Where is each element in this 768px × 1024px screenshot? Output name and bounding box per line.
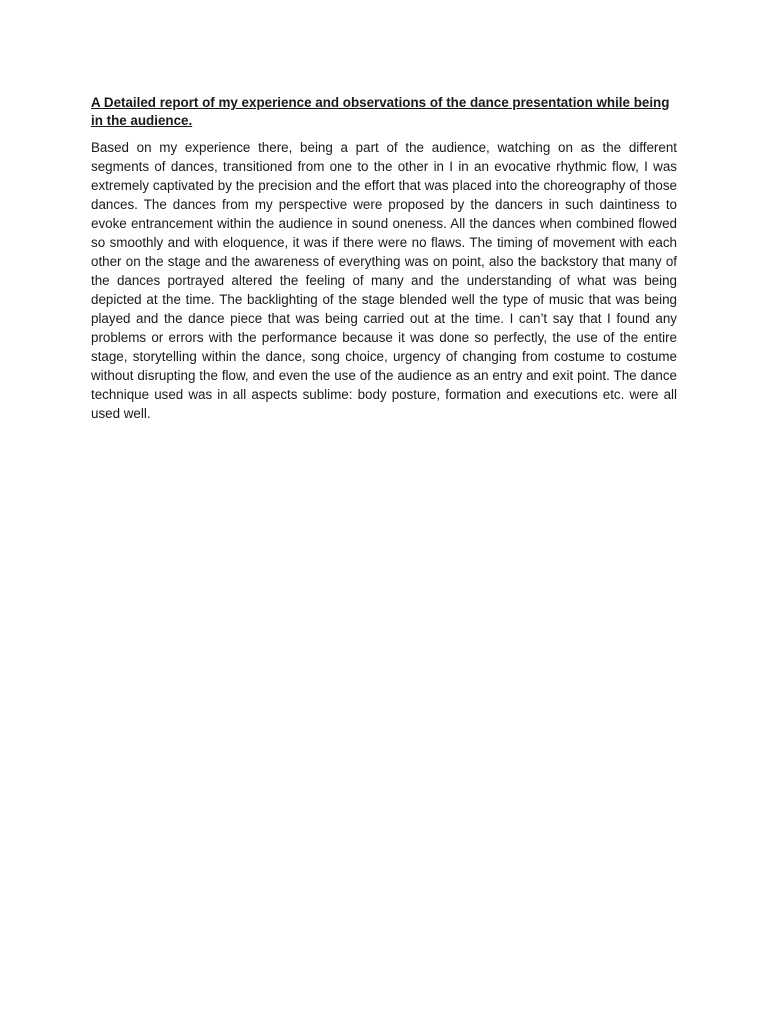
document-content xyxy=(91,94,677,423)
document-title: A Detailed report of my experience and observations of the dance presentation while being in the audience. xyxy=(91,95,670,128)
document-body-paragraph: Based on my experience there, being a part of the audience, watching on as the different segments of dances, transitioned from one to the other in I in an evocative rhythmic flow, I was extremely captivated by the precision and the effort that was placed into the choreography of those dances. The dances from my perspective were proposed by the dancers in such daintiness to evoke entrancement within the audience in sound oneness. All the dances when combined flowed so smoothly and with eloquence, it was if there were no flaws. The timing of movement with each other on the stage and the awareness of everything was on point, also the backstory that many of the dances portrayed altered the feeling of many and the understanding of what was being depicted at the time. The backlighting of the stage blended well the type of music that was being played and the dance piece that was being carried out at the time. I can’t say that I found any problems or errors with the performance because it was done so perfectly, the use of the entire stage, storytelling within the dance, song choice, urgency of changing from costume to costume without disrupting the flow, and even the use of the audience as an entry and exit point. The dance technique used was in all aspects sublime: body posture, formation and executions etc. were all used well. xyxy=(91,140,677,421)
